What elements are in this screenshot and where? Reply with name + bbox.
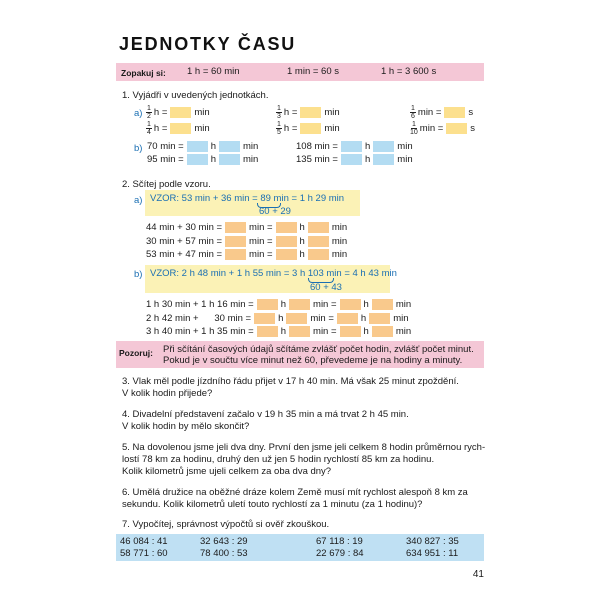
unit-min: min = (249, 236, 273, 248)
unit-minutes: min (393, 313, 409, 325)
task1-b-item (296, 141, 413, 153)
unit-hours: h (360, 313, 367, 325)
answer-box-hours[interactable] (341, 154, 362, 165)
answer-box-hours[interactable] (187, 141, 208, 152)
answer-box-hours[interactable] (340, 326, 361, 337)
answer-box[interactable] (300, 123, 321, 134)
fraction (146, 121, 152, 136)
unit-hours: h (363, 299, 369, 311)
fraction-denominator: 4 (147, 129, 151, 136)
task1-a-item (276, 121, 340, 136)
fraction-denominator: 6 (411, 113, 415, 120)
pozoruj-line-2: Pokud je v součtu více minut než 60, převedeme je na hodiny a minuty. (163, 355, 463, 366)
unit-hours: h (210, 154, 216, 166)
task1-heading: 1. Vyjádři v uvedených jednotkách. (122, 90, 269, 101)
unit-right: min (324, 107, 340, 119)
fraction (146, 105, 152, 120)
answer-box-minutes[interactable] (372, 326, 393, 337)
fraction-numerator: 1 (411, 121, 416, 128)
unit-minutes: min (243, 154, 259, 166)
answer-box-minutes[interactable] (219, 141, 240, 152)
fraction-numerator: 1 (147, 121, 151, 128)
unit-minutes: min (331, 249, 348, 261)
unit-minutes: min (331, 222, 348, 234)
task1-b-item (147, 141, 258, 153)
page-number: 41 (472, 569, 484, 580)
answer-box-minutes[interactable] (286, 313, 307, 324)
task2-b-vzor: VZOR: 2 h 48 min + 1 h 55 min = 3 h 103 min = 4 h 43 min (150, 268, 397, 279)
answer-box-minutes[interactable] (225, 222, 246, 233)
answer-box-minutes[interactable] (308, 249, 329, 260)
fraction-numerator: 1 (277, 105, 281, 112)
task3-line-2: V kolik hodin přijede? (122, 388, 213, 399)
task1-a-item (410, 105, 473, 120)
fraction-denominator: 3 (277, 113, 281, 120)
task2-a-row (146, 222, 347, 234)
task2-b-sub: 60 + 43 (310, 282, 342, 293)
task2-b-row (146, 299, 411, 311)
unit-left: h = (153, 107, 168, 119)
fraction-numerator: 1 (277, 121, 281, 128)
unit-min: min = (313, 299, 337, 311)
answer-box[interactable] (444, 107, 465, 118)
unit-min: min = (249, 249, 273, 261)
task2-a-vzor: VZOR: 53 min + 36 min = 89 min = 1 h 29 min (150, 193, 345, 204)
unit-hours: h (210, 141, 216, 153)
answer-box-minutes[interactable] (308, 222, 329, 233)
unit-right: min (194, 123, 210, 135)
answer-box[interactable] (170, 123, 191, 134)
answer-box-minutes[interactable] (369, 313, 390, 324)
task1-b-item (147, 154, 258, 166)
review-item-2: 1 min = 60 s (287, 66, 340, 77)
unit-minutes: min (395, 326, 412, 338)
expression: 135 min = (296, 154, 338, 166)
expression: 30 min + 57 min = (146, 236, 223, 248)
task5-line-3: Kolik kilometrů jsme ujeli celkem za oba dva dny? (122, 466, 332, 477)
unit-right: min (324, 123, 340, 135)
fraction (276, 121, 282, 136)
review-item-3: 1 h = 3 600 s (381, 66, 437, 77)
unit-left: min = (417, 107, 442, 119)
answer-box-hours[interactable] (276, 236, 297, 247)
division-problem: 78 400 : 53 (200, 548, 248, 559)
division-problem: 22 679 : 84 (316, 548, 364, 559)
answer-box-hours[interactable] (187, 154, 208, 165)
unit-right: s (468, 107, 474, 119)
unit-hours: h (280, 326, 287, 338)
task1-a-label: a) (134, 108, 143, 119)
expression: 44 min + 30 min = (146, 222, 223, 234)
task2-a-row (146, 236, 347, 248)
answer-box-minutes[interactable] (225, 249, 246, 260)
review-label: Zopakuj si: (121, 68, 166, 78)
unit-hours: h (365, 154, 371, 166)
answer-box-hours[interactable] (276, 249, 297, 260)
unit-left: h = (153, 123, 168, 135)
answer-box-minutes[interactable] (372, 299, 393, 310)
page-title: JEDNOTKY ČASU (119, 34, 297, 54)
task1-b-item (296, 154, 413, 166)
unit-minutes: min (331, 236, 348, 248)
answer-box-hours[interactable] (337, 313, 358, 324)
task6-line-1: 6. Umělá družice na oběžné dráze kolem Země musí mít rychlost alespoň 8 km za (122, 487, 468, 498)
pozoruj-label: Pozoruj: (119, 348, 153, 358)
task3-line-1: 3. Vlak měl podle jízdního řádu přijet v 17 h 40 min. Má však 25 minut zpoždění. (122, 376, 459, 387)
unit-right: s (470, 123, 476, 135)
unit-hours: h (299, 222, 305, 234)
answer-box-hours[interactable] (257, 326, 278, 337)
task4-line-1: 4. Divadelní představení začalo v 19 h 35 min a má trvat 2 h 45 min. (122, 409, 409, 420)
task2-b-row (146, 326, 411, 338)
pozoruj-line-1: Při sčítání časových údajů sčítáme zvlášť počet hodin, zvlášť počet minut. (163, 344, 474, 355)
unit-hours: h (299, 249, 305, 261)
task2-b-row (146, 313, 409, 325)
answer-box-minutes[interactable] (225, 236, 246, 247)
answer-box-minutes[interactable] (289, 326, 310, 337)
unit-hours: h (299, 236, 305, 248)
task5-line-2: lostí 78 km za hodinu, druhý den už jen 5 hodin rychlostí 85 km za hodinu. (122, 454, 435, 465)
fraction-numerator: 1 (411, 105, 415, 112)
expression: 53 min + 47 min = (146, 249, 223, 261)
unit-right: min (194, 107, 210, 119)
unit-minutes: min (397, 141, 413, 153)
answer-box-minutes[interactable] (373, 154, 394, 165)
answer-box-hours[interactable] (276, 222, 297, 233)
expression: 70 min = (147, 141, 184, 153)
unit-left: h = (283, 123, 298, 135)
unit-left: h = (283, 107, 298, 119)
answer-box-minutes[interactable] (289, 299, 310, 310)
expression: 1 h 30 min + 1 h 16 min = (146, 299, 254, 311)
fraction (410, 121, 418, 136)
unit-min: min = (313, 326, 337, 338)
answer-box[interactable] (170, 107, 191, 118)
division-problem: 340 827 : 35 (406, 536, 459, 547)
division-problem: 58 771 : 60 (120, 548, 168, 559)
answer-box-hours[interactable] (257, 299, 278, 310)
unit-hours: h (363, 326, 369, 338)
unit-minutes: min (397, 154, 413, 166)
answer-box-hours[interactable] (341, 141, 362, 152)
fraction-numerator: 1 (147, 105, 151, 112)
division-problem: 32 643 : 29 (200, 536, 248, 547)
unit-hours: h (280, 299, 287, 311)
answer-box[interactable] (300, 107, 321, 118)
task2-a-label: a) (134, 195, 143, 206)
task1-a-item (146, 105, 210, 120)
answer-box-minutes[interactable] (219, 154, 240, 165)
task6-line-2: sekundu. Kolik kilometrů uletí touto rychlostí za 1 minutu (za 1 hodinu)? (122, 499, 423, 510)
expression: 2 h 42 min + 30 min = (146, 313, 252, 325)
answer-box-hours[interactable] (254, 313, 275, 324)
unit-hours: h (278, 313, 284, 325)
division-problem: 67 118 : 19 (316, 536, 363, 547)
task2-a-row (146, 249, 347, 261)
unit-hours: h (365, 141, 371, 153)
task1-a-item (146, 121, 210, 136)
review-item-1: 1 h = 60 min (187, 66, 240, 77)
fraction (276, 105, 282, 120)
expression: 95 min = (147, 154, 184, 166)
task2-b-label: b) (134, 269, 143, 280)
unit-left: min = (419, 123, 444, 135)
unit-min: min = (310, 313, 334, 325)
fraction-denominator: 2 (147, 113, 151, 120)
answer-box-minutes[interactable] (373, 141, 394, 152)
fraction-denominator: 10 (410, 129, 418, 136)
division-problem: 634 951 : 11 (406, 548, 459, 559)
task1-a-item (410, 121, 475, 136)
fraction (410, 105, 416, 120)
task2-heading: 2. Sčítej podle vzoru. (122, 179, 211, 190)
expression: 108 min = (296, 141, 338, 153)
unit-min: min = (249, 222, 273, 234)
task5-line-1: 5. Na dovolenou jsme jeli dva dny. První den jsme jeli celkem 8 hodin průměrnou rych- (122, 442, 486, 453)
unit-minutes: min (243, 141, 259, 153)
answer-box-hours[interactable] (340, 299, 361, 310)
task7-heading: 7. Vypočítej, správnost výpočtů si ověř zkouškou. (122, 519, 330, 530)
unit-minutes: min (395, 299, 412, 311)
answer-box-minutes[interactable] (308, 236, 329, 247)
answer-box[interactable] (446, 123, 467, 134)
task1-a-item (276, 105, 340, 120)
task4-line-2: V kolik hodin by mělo skončit? (122, 421, 250, 432)
task2-a-sub: 60 + 29 (259, 206, 291, 217)
division-problem: 46 084 : 41 (120, 536, 168, 547)
task1-b-label: b) (134, 143, 143, 154)
fraction-denominator: 5 (277, 129, 281, 136)
expression: 3 h 40 min + 1 h 35 min = (146, 326, 254, 338)
